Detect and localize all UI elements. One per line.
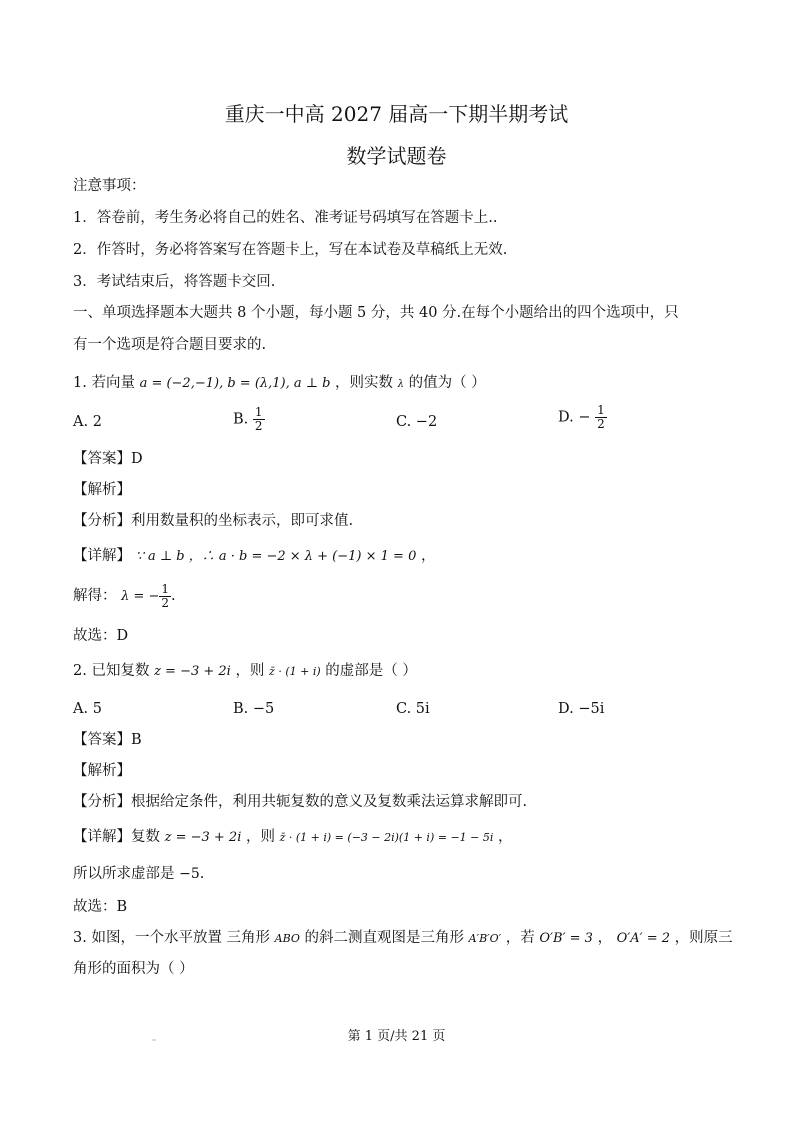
q1-choice: 故选：D <box>73 628 129 644</box>
q1-option-d-label: D. − <box>558 409 591 426</box>
q1-solve-prefix: 解得： <box>73 588 117 604</box>
q2-stem-math2: z̄ · (1 + i) <box>269 665 321 678</box>
q2-detail-end: ， <box>498 829 513 845</box>
q1-solve-math: λ = − <box>121 589 160 604</box>
q1-option-d-fraction <box>595 404 607 431</box>
q3-stem-mid: 的斜二测直观图是三角形 <box>304 930 465 946</box>
q1-option-b-den: 2 <box>254 419 263 433</box>
q2-result-prefix: 所以所求虚部是 <box>73 866 175 882</box>
q2-detail-math: z = −3 + 2i <box>164 830 242 845</box>
q1-detail <box>73 546 720 567</box>
q3-stem-mid3: ， <box>597 930 613 946</box>
q2-option-d: D. −5i <box>558 701 605 717</box>
note-item-3: 3．考试结束后，将答题卡交回. <box>73 274 276 290</box>
q3-stem-end: ，则原三 <box>674 930 733 946</box>
q1-stem-post: ，则实数 <box>335 375 394 391</box>
q2-stem-math: z = −3 + 2i <box>154 664 231 679</box>
exam-subtitle: 数学试题卷 <box>346 144 447 168</box>
note-item-1: 1．答卷前，考生务必将自己的姓名、准考证号码填写在答题卡上.. <box>73 210 498 226</box>
q1-solve-fraction <box>159 583 171 610</box>
q1-option-b-label: B. <box>233 411 249 428</box>
q1-stem-end: 的值为（ ） <box>408 375 486 391</box>
section-instructions-line-2: 有一个选项是符合题目要求的. <box>73 337 267 353</box>
q1-solve-num: 1 <box>161 581 170 596</box>
q2-stem-mid: ，则 <box>235 663 265 679</box>
q2-option-c: C. 5i <box>396 701 430 717</box>
q1-stem <box>73 373 720 395</box>
q1-solve <box>73 581 720 612</box>
q3-stem-math4: O′A′ = 2 <box>616 931 671 946</box>
q2-option-a: A. 5 <box>73 701 102 717</box>
q1-solve-end: . <box>171 588 176 604</box>
q3-stem <box>73 928 733 949</box>
q2-detail <box>73 827 720 848</box>
q2-result <box>73 864 720 884</box>
q2-stem-prefix: 2. 已知复数 <box>73 663 150 679</box>
q1-option-d-den: 2 <box>597 417 605 431</box>
q2-choice: 故选：B <box>73 899 128 915</box>
q1-solve-den: 2 <box>161 595 170 610</box>
q1-option-d <box>558 404 607 431</box>
exam-title: 重庆一中高 2027 届高一下期半期考试 <box>224 102 569 126</box>
q1-answer: 【答案】D <box>73 451 143 467</box>
q3-stem-math3: O′B′ = 3 <box>539 931 593 946</box>
page-footer: 第 1 页/共 21 页 <box>347 1029 446 1044</box>
q2-result-math: −5 <box>179 866 200 882</box>
q1-detail-math: ∵ a ⊥ b ，∴ a · b = −2 × λ + (−1) × 1 = 0 <box>135 549 417 564</box>
q2-stem-end: 的虚部是（ ） <box>325 663 417 679</box>
q3-stem-mid2: ，若 <box>505 930 535 946</box>
q2-analysis-tag: 【解析】 <box>73 763 131 779</box>
q3-stem-prefix: 3. 如图，一个水平放置 三角形 <box>73 930 271 946</box>
q1-stem-prefix: 1. 若向量 <box>73 375 135 391</box>
section-instructions-line-1: 一、单项选择题本大题共 8 个小题，每小题 5 分，共 40 分.在每个小题给出的四个选项中，只 <box>73 305 679 321</box>
q3-stem-math: ABO <box>274 932 300 945</box>
q2-detail-math2: z̄ · (1 + i) = (−3 − 2i)(1 + i) = −1 − 5i <box>279 831 494 844</box>
q2-detail-mid: ，则 <box>245 829 275 845</box>
notes-heading: 注意事项： <box>73 178 146 194</box>
q1-stem-math: a = (−2,−1), b = (λ,1), a ⊥ b <box>139 376 331 391</box>
q2-result-end: . <box>199 866 205 882</box>
q2-option-b: B. −5 <box>233 701 275 717</box>
q2-detail-prefix: 【详解】复数 <box>73 829 160 845</box>
q1-detail-end: ， <box>420 548 436 564</box>
q1-analysis-tag: 【解析】 <box>73 482 131 498</box>
q3-stem-line-2: 角形的面积为（ ） <box>73 961 194 977</box>
q1-option-a: A. 2 <box>73 414 102 430</box>
q1-stem-var: λ <box>397 379 404 390</box>
q1-analysis: 【分析】利用数量积的坐标表示，即可求值. <box>73 513 354 529</box>
q1-detail-tag: 【详解】 <box>73 548 131 564</box>
q1-option-b-fraction <box>253 406 265 433</box>
q2-answer: 【答案】B <box>73 732 142 748</box>
note-item-2: 2．作答时，务必将答案写在答题卡上，写在本试卷及草稿纸上无效. <box>73 242 508 258</box>
q3-stem-math2: A′B′O′ <box>468 932 502 945</box>
q2-analysis: 【分析】根据给定条件，利用共轭复数的意义及复数乘法运算求解即可. <box>73 794 528 810</box>
q1-option-d-num: 1 <box>597 403 605 417</box>
q1-option-b-num: 1 <box>254 405 263 419</box>
q1-option-c: C. −2 <box>396 414 438 430</box>
q1-option-b <box>233 406 265 433</box>
q2-stem <box>73 661 720 682</box>
